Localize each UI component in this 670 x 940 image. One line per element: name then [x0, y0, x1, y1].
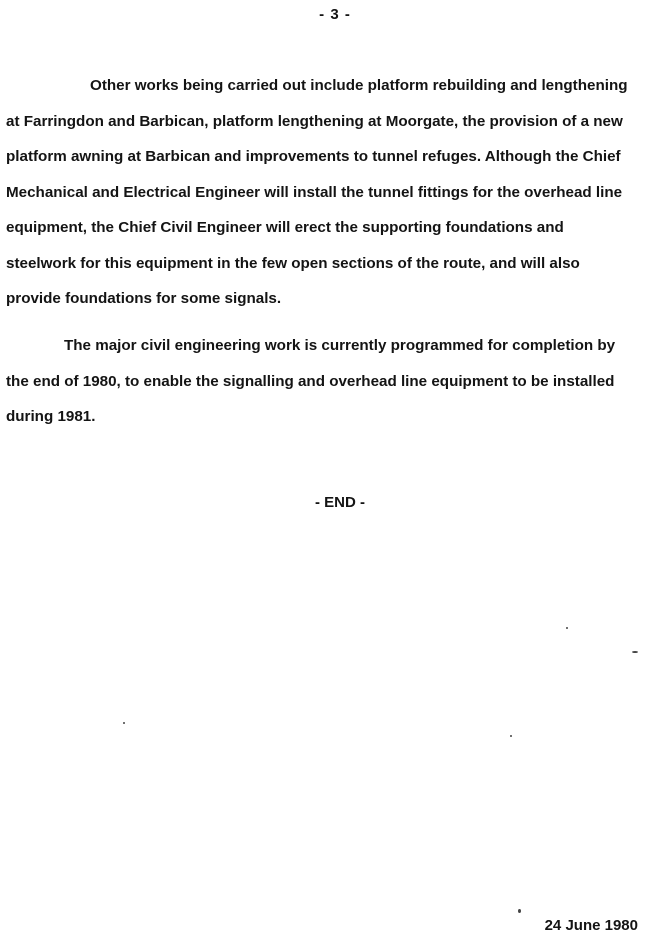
scan-speck — [632, 651, 638, 653]
scan-speck — [518, 909, 521, 913]
end-marker: - END - — [315, 494, 365, 511]
document-date: 24 June 1980 — [544, 917, 638, 934]
scan-speck — [510, 735, 512, 737]
scan-speck — [566, 627, 568, 629]
paragraph-other-works: Other works being carried out include platform rebuilding and lengthening at Farringdon and Barbican, platform lengthening at Moorgate, the provision of a new platform awning at Barbican and improvements to tunnel refuges. Although the Chief Mechanical and Electrical Engineer will install the tunnel fittings for the overhead line equipment, the Chief Civil Engineer will erect the supporting foundations and steelwork for this equipment in the few open sections of the route, and will also provide foundations for some signals. — [6, 77, 628, 307]
scan-speck — [123, 722, 125, 724]
paragraph-completion-schedule: The major civil engineering work is currently programmed for completion by the end of 1980, to enable the signalling and overhead line equipment to be installed during 1981. — [6, 337, 616, 425]
page-number: - 3 - — [319, 6, 351, 23]
